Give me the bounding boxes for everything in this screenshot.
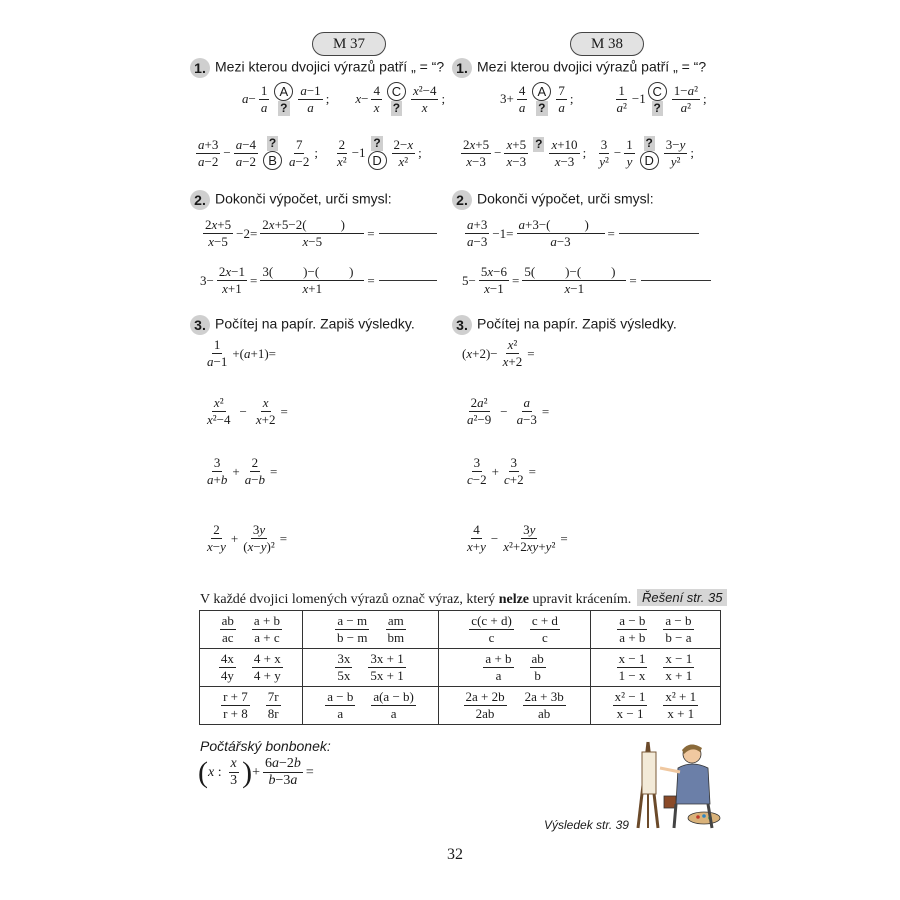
fraction-pair-cell: [200, 611, 303, 649]
fraction[interactable]: $\frac{r + 7}{r + 8}$: [223, 689, 248, 721]
task-2-left-line-2: 3− 2x−1 x+1 = 3( )−( ) x+1 =: [200, 265, 437, 296]
task-1-right: 1. Mezi kterou dvojici výrazů patří „ = “?: [452, 58, 706, 78]
lesson-label-m37: M 37: [312, 32, 386, 56]
fraction[interactable]: $\frac{x - 1}{1 - x}$: [618, 651, 646, 683]
page-number: 32: [447, 846, 463, 863]
fraction[interactable]: $\frac{a + b}{a + c}$: [253, 613, 281, 645]
task-1-left: [190, 58, 444, 78]
fraction[interactable]: $\frac{a - m}{b - m}$: [337, 613, 368, 645]
task-1-right-row-1: 3+ 4 a A ? 7 a ; 1 a² −1 C ? 1−a² a² ;: [500, 82, 707, 115]
choice-b-circle: B: [263, 151, 282, 170]
fraction[interactable]: $\frac{7r}{8r}$: [267, 689, 279, 721]
bonbon-expression: ( x : x 3 ) + 6a−2b b−3a =: [198, 755, 314, 789]
fraction[interactable]: $\frac{a - b}{a + b}$: [619, 613, 646, 645]
task-3-left-expr-4: 2 x−y + 3y (x−y)² =: [207, 522, 288, 554]
task-2-right-line-2: 5− 5x−6 x−1 = 5( )−( ) x−1 =: [462, 265, 711, 296]
fraction-pair-cell: [439, 611, 590, 649]
fraction-pair-cell: [590, 611, 720, 649]
fraction-pair-cell: [302, 687, 439, 725]
fraction-pair-cell: [200, 687, 303, 725]
fraction[interactable]: $\frac{\text{x² − 1}}{x - 1}$: [614, 689, 646, 721]
fraction[interactable]: $\frac{ab}{ac}$: [221, 613, 234, 645]
bottom-instruction: V každé dvojici lomených výrazů označ výraz, který nelze upravit krácením.: [200, 592, 632, 607]
fraction-pair-cell: [590, 687, 720, 725]
fraction-pair-cell: [302, 611, 439, 649]
task-text: Mezi kterou dvojici výrazů patří „ = “?: [215, 58, 445, 75]
task-3-right: 3. Počítej na papír. Zapiš výsledky.: [452, 315, 677, 335]
task-2-right: 2. Dokonči výpočet, urči smysl:: [452, 190, 654, 210]
fraction[interactable]: $\frac{x - 1}{x + 1}$: [665, 651, 693, 683]
fraction[interactable]: $\frac{c + d}{c}$: [531, 613, 558, 645]
fraction[interactable]: $\frac{a(a - b)}{a}$: [373, 689, 414, 721]
task-3-left-expr-2: x² x²−4 − $\frac{x}{x+2}$ =: [207, 395, 288, 427]
fraction[interactable]: $\frac{3x}{5x}$: [337, 651, 351, 683]
painter-illustration: [630, 738, 725, 830]
fraction[interactable]: $\frac{\text{x² + 1}}{x + 1}$: [665, 689, 697, 721]
fraction-pairs-table: [199, 610, 721, 725]
fraction[interactable]: $\frac{a - b}{b - a}$: [665, 613, 692, 645]
task-1-left-row-1: a − 1 a A ? a−1 a ; x − 4 x C ? x²−4 x ;: [242, 82, 446, 115]
choice-a-circle: A: [274, 82, 293, 101]
fraction[interactable]: $\frac{2a + 2b}{2ab}$: [465, 689, 505, 721]
task-1-left-row-2: a+3 a−2 − a−4 a−2 ? B 7 a−2 ; 2 x² −1 ? D 2−x x² ;: [198, 136, 422, 169]
task-2-right-line-1: a+3 a−3 −1= a+3−( ) a−3 =: [462, 218, 699, 249]
fraction[interactable]: $\frac{4 + x}{4 + y}$: [253, 651, 281, 683]
table-row: [200, 611, 721, 649]
fraction-pair-cell: [439, 649, 590, 687]
task-2-left: 2. Dokonči výpočet, urči smysl:: [190, 190, 392, 210]
task-2-left-line-1: 2x+5 x−5 −2= 2x+5−2( ) x−5 =: [200, 218, 437, 249]
task-3-right-expr-4: 4 x+y − 3y x²+2xy+y² =: [467, 522, 568, 554]
fraction[interactable]: $\frac{ab}{b}$: [531, 651, 544, 683]
fraction[interactable]: $\frac{2a + 3b}{ab}$: [524, 689, 564, 721]
task-3-right-expr-1: ( x +2)− x² x+2 =: [462, 337, 535, 369]
task-3-right-expr-2: 2a² a²−9 − $\frac{a}{a-3}$ =: [467, 395, 550, 427]
fraction-pair-cell: [439, 687, 590, 725]
fraction[interactable]: $\frac{a + b}{a}$: [485, 651, 512, 683]
task-3-right-expr-3: 3 c−2 + 3 c+2 =: [467, 455, 536, 487]
table-row: [200, 687, 721, 725]
task-3-left-expr-1: 1 a−1 +( a +1)=: [207, 337, 277, 369]
choice-c-circle: C: [387, 82, 406, 101]
choice-d-circle: D: [368, 151, 387, 170]
bonbon-title: Počtářský bonbonek:: [200, 738, 331, 754]
fraction[interactable]: $\frac{c(c + d)}{c}$: [471, 613, 512, 645]
task-3-left-expr-3: 3 a+b + 2 a−b =: [207, 455, 278, 487]
fraction[interactable]: $\frac{4x}{4y}$: [220, 651, 234, 683]
result-reference: Výsledek str. 39: [544, 818, 629, 832]
task-1-right-row-2: 2x+5 x−3 − x+5 x−3 ? x+10 x−3 ; 3 y² − 1 y ? D 3−y y² ;: [463, 136, 694, 169]
fraction-pair-cell: [590, 649, 720, 687]
fraction[interactable]: $\frac{3x + 1}{5x + 1}$: [370, 651, 404, 683]
fraction-pair-cell: [200, 649, 303, 687]
solution-reference: Řešení str. 35: [637, 589, 727, 606]
fraction[interactable]: $\frac{a - b}{a}$: [327, 689, 354, 721]
fraction[interactable]: $\frac{am}{bm}$: [387, 613, 405, 645]
task-3-left: 3. Počítej na papír. Zapiš výsledky.: [190, 315, 415, 335]
lesson-label-m38: M 38: [570, 32, 644, 56]
table-row: [200, 649, 721, 687]
task-number: 1.: [190, 58, 210, 78]
fraction-pair-cell: [302, 649, 439, 687]
